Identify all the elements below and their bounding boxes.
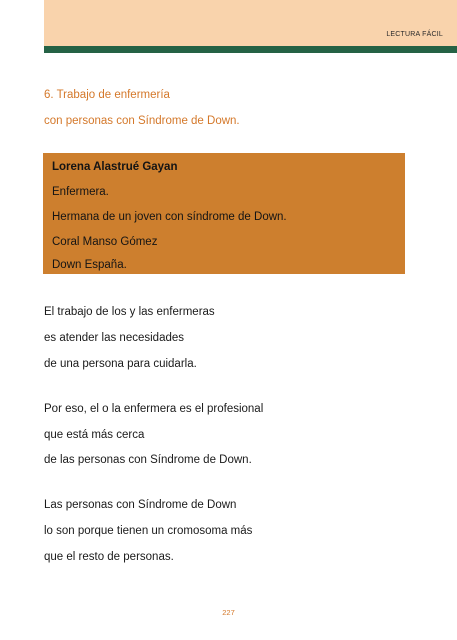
- author-info-box: [43, 153, 405, 274]
- paragraph-1-line-3: de una persona para cuidarla.: [44, 358, 197, 370]
- header-band: [44, 0, 457, 46]
- section-title-line-2: con personas con Síndrome de Down.: [44, 115, 240, 127]
- paragraph-3-line-1: Las personas con Síndrome de Down: [44, 499, 237, 511]
- paragraph-3-line-2: lo son porque tienen un cromosoma más: [44, 525, 253, 537]
- header-divider-bar: [44, 46, 457, 53]
- page-number: 227: [222, 608, 235, 617]
- section-title-line-1: 6. Trabajo de enfermería: [44, 89, 170, 101]
- header-label: LECTURA FÁCIL: [386, 31, 443, 38]
- paragraph-2-line-2: que está más cerca: [44, 429, 145, 441]
- paragraph-1-line-2: es atender las necesidades: [44, 332, 185, 344]
- paragraph-3-line-3: que el resto de personas.: [44, 551, 174, 563]
- author-name-2: Coral Manso Gómez: [52, 236, 158, 248]
- author-relation-1: Hermana de un joven con síndrome de Down.: [52, 211, 287, 223]
- paragraph-1-line-1: El trabajo de los y las enfermeras: [44, 306, 215, 318]
- paragraph-2-line-1: Por eso, el o la enfermera es el profesional: [44, 403, 264, 415]
- author-name-1: Lorena Alastrué Gayan: [52, 161, 178, 173]
- author-role-1: Enfermera.: [52, 186, 109, 198]
- author-org-2: Down España.: [52, 259, 127, 271]
- paragraph-2-line-3: de las personas con Síndrome de Down.: [44, 454, 252, 466]
